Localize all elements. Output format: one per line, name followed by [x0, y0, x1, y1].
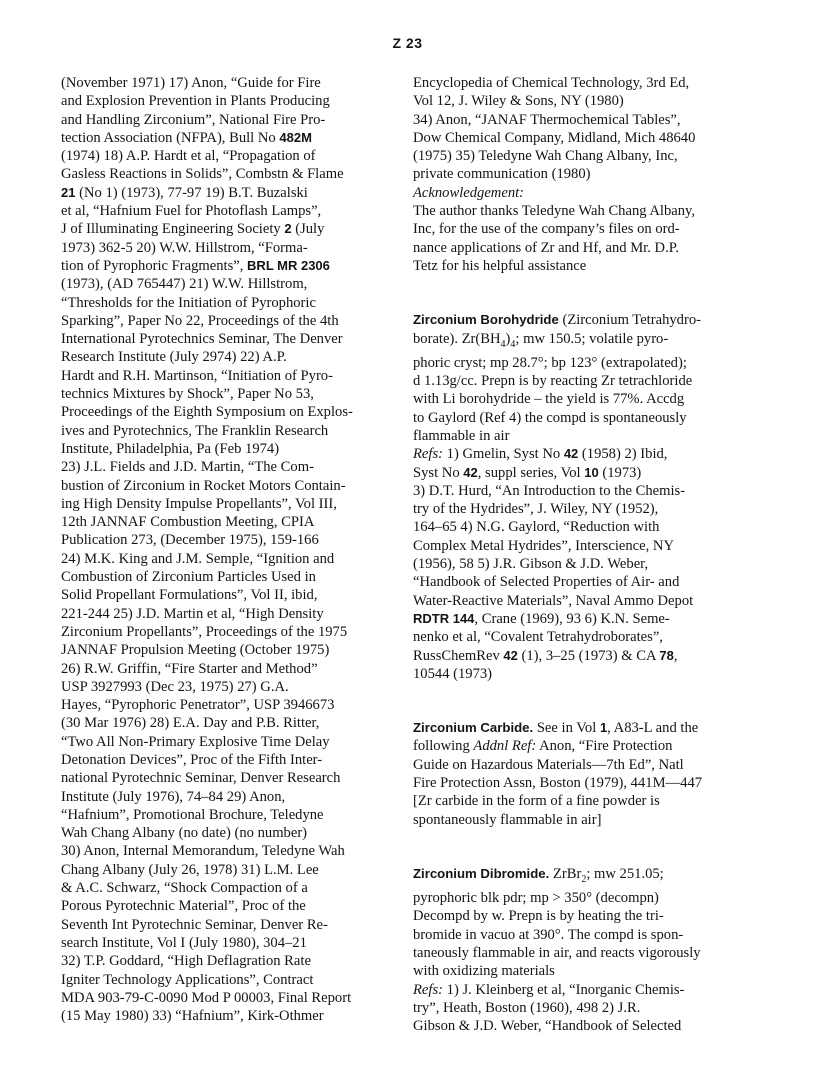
text-line: 10544 (1973): [413, 665, 493, 682]
text-line: (1973), (AD 765447) 21) W.W. Hillstrom,: [61, 276, 308, 293]
text-line: 1973) 362-5 20) W.W. Hillstrom, “Forma-: [61, 239, 308, 256]
text-line: pyrophoric blk pdr; mp > 350° (decompn): [413, 890, 659, 907]
text-line: nenko et al, “Covalent Tetrahydroborates”,: [413, 629, 663, 646]
text-line: 34) Anon, “JANAF Thermochemical Tables”,: [413, 111, 681, 128]
text-line: Institute, Philadelphia, Pa (Feb 1974): [61, 440, 280, 457]
text-line: and Handling Zirconium”, National Fire Pro-: [61, 111, 326, 128]
text-line: Tetz for his helpful assistance: [413, 257, 587, 274]
text-line: nance applications of Zr and Hf, and Mr. D.P.: [413, 239, 679, 256]
text-line: [Zr carbide in the form of a fine powder is: [413, 793, 660, 810]
text-line: search Institute, Vol I (July 1980), 304–21: [61, 934, 307, 951]
text-line: The author thanks Teledyne Wah Chang Albany,: [413, 203, 696, 220]
text-line: bustion of Zirconium in Rocket Motors Contain-: [61, 477, 346, 494]
text-line: Combustion of Zirconium Particles Used in: [61, 569, 316, 586]
text-line: spontaneously flammable in air]: [413, 811, 602, 828]
text-line: ing High Density Impulse Propellants”, Vol III,: [61, 495, 337, 512]
text-line: Detonation Devices”, Proc of the Fifth Inter-: [61, 751, 323, 768]
text-line: Chang Albany (July 26, 1978) 31) L.M. Lee: [61, 861, 319, 878]
entry-heading: Zirconium Carbide.: [413, 720, 534, 736]
text-line: (1956), 58 5) J.R. Gibson & J.D. Weber,: [413, 556, 649, 573]
text-line: flammable in air: [413, 427, 510, 444]
text-line: d 1.13g/cc. Prepn is by reacting Zr tetrachloride: [413, 373, 693, 390]
text-line: borate). $Zr(BH_4)_4$; mw 150.5; volatile pyro-: [413, 330, 669, 350]
text-line: Guide on Hazardous Materials—7th Ed”, Natl: [413, 756, 684, 773]
text-line: Gasless Reactions in Solids”, Combstn & Flame: [61, 166, 344, 183]
text-line: Decompd by w. Prepn is by heating the tri-: [413, 908, 664, 925]
text-line: tection Association (NFPA), Bull No 482M: [61, 129, 312, 146]
text-line: JANNAF Propulsion Meeting (October 1975): [61, 642, 330, 659]
text-line: “Handbook of Selected Properties of Air- and: [413, 574, 680, 591]
text-line: “Thresholds for the Initiation of Pyrophoric: [61, 294, 316, 311]
page-number: Z 23: [392, 35, 423, 51]
text-line: RDTR 144, Crane (1969), 93 6) K.N. Seme-: [413, 610, 670, 627]
entry-heading: Zirconium Dibromide.: [413, 865, 550, 881]
text-line: to Gaylord (Ref 4) the compd is spontaneously: [413, 409, 687, 426]
entry-heading: Zirconium Borohydride: [413, 312, 559, 328]
text-line: Hayes, “Pyrophoric Penetrator”, USP 3946673: [61, 697, 335, 714]
text-line: 221-244 25) J.D. Martin et al, “High Density: [61, 605, 324, 622]
text-line: 164–65 4) N.G. Gaylord, “Reduction with: [413, 519, 660, 536]
text-line: bromide in vacuo at 390°. The compd is spon-: [413, 926, 684, 943]
text-line: try of the Hydrides”, J. Wiley, NY (1952),: [413, 501, 659, 518]
text-line: Solid Propellant Formulations”, Vol II, ibid,: [61, 587, 318, 604]
text-line: (30 Mar 1976) 28) E.A. Day and P.B. Ritter,: [61, 715, 320, 732]
text-line: Zirconium Propellants”, Proceedings of the 1975: [61, 623, 348, 640]
text-line: RussChemRev 42 (1), 3–25 (1973) & CA 78,: [413, 647, 678, 664]
text-line: technics Mixtures by Shock”, Paper No 53,: [61, 386, 314, 403]
text-line: (1975) 35) Teledyne Wah Chang Albany, Inc,: [413, 148, 678, 165]
text-line: Complex Metal Hydrides”, Interscience, NY: [413, 537, 674, 554]
text-line: with oxidizing materials: [413, 963, 555, 980]
entry-zirconium-borohydride: [413, 311, 713, 683]
text-line: 12th JANNAF Combustion Meeting, CPIA: [61, 514, 315, 531]
text-line: Acknowledgement:: [413, 184, 525, 201]
text-line: 24) M.K. King and J.M. Semple, “Ignition and: [61, 550, 335, 567]
text-line: Refs: 1) J. Kleinberg et al, “Inorganic Chemis-: [413, 981, 685, 998]
text-line: with Li borohydride – the yield is 77%. Accdg: [413, 391, 685, 408]
text-line: Institute (July 1976), 74–84 29) Anon,: [61, 788, 286, 805]
text-line: J of Illuminating Engineering Society 2 (July: [61, 221, 325, 238]
text-line: 21 (No 1) (1973), 77-97 19) B.T. Buzalski: [61, 184, 308, 201]
text-line: Encyclopedia of Chemical Technology, 3rd Ed,: [413, 75, 690, 91]
text-line: Dow Chemical Company, Midland, Mich 48640: [413, 129, 696, 146]
text-line: Gibson & J.D. Weber, “Handbook of Selected: [413, 1018, 682, 1035]
left-column: [61, 74, 357, 1025]
text-line: Zirconium Dibromide. ZrBr$_2$; mw 251.05;: [413, 865, 664, 885]
text-line: try”, Heath, Boston (1960), 498 2) J.R.: [413, 999, 641, 1016]
text-line: USP 3927993 (Dec 23, 1975) 27) G.A.: [61, 678, 289, 695]
text-line: 30) Anon, Internal Memorandum, Teledyne Wah: [61, 843, 345, 860]
text-line: Wah Chang Albany (no date) (no number): [61, 825, 308, 842]
text-line: Seventh Int Pyrotechnic Seminar, Denver Re-: [61, 916, 328, 933]
text-line: 3) D.T. Hurd, “An Introduction to the Chemis-: [413, 482, 686, 499]
text-line: Hardt and R.H. Martinson, “Initiation of Pyro-: [61, 367, 333, 384]
text-line: Water-Reactive Materials”, Naval Ammo Depot: [413, 592, 694, 609]
text-line: Sparking”, Paper No 22, Proceedings of the 4th: [61, 312, 339, 329]
text-line: & A.C. Schwarz, “Shock Compaction of a: [61, 880, 308, 897]
text-line: Research Institute (July 2974) 22) A.P.: [61, 349, 287, 366]
entry-zirconium-carbide: [413, 719, 713, 829]
text-line: “Hafnium”, Promotional Brochure, Teledyne: [61, 806, 324, 823]
entry-zirconium-dibromide: [413, 865, 713, 1036]
text-line: et al, “Hafnium Fuel for Photoflash Lamps”,: [61, 203, 322, 220]
text-line: Refs: 1) Gmelin, Syst No 42 (1958) 2) Ibid,: [413, 446, 668, 463]
text-line: Fire Protection Assn, Boston (1979), 441M—447: [413, 775, 703, 791]
text-line: phoric cryst; mp 28.7°; bp 123° (extrapolated);: [413, 354, 687, 371]
text-line: ives and Pyrotechnics, The Franklin Research: [61, 422, 329, 439]
text-line: MDA 903-79-C-0090 Mod P 00003, Final Report: [61, 989, 352, 1006]
text-line: Publication 273, (December 1975), 159-166: [61, 532, 319, 549]
text-line: 32) T.P. Goddard, “High Deflagration Rate: [61, 953, 311, 970]
text-line: Zirconium Carbide. See in Vol 1, A83-L and the: [413, 720, 699, 737]
text-line: Igniter Technology Applications”, Contract: [61, 971, 314, 988]
text-line: taneously flammable in air, and reacts vigorously: [413, 944, 701, 961]
references-continuation: [413, 74, 713, 275]
text-line: 23) J.L. Fields and J.D. Martin, “The Com-: [61, 459, 314, 476]
text-line: following Addnl Ref: Anon, “Fire Protection: [413, 738, 673, 755]
text-line: Vol 12, J. Wiley & Sons, NY (1980): [413, 93, 624, 110]
text-line: Porous Pyrotechnic Material”, Proc of the: [61, 898, 306, 915]
text-line: International Pyrotechnics Seminar, The Denver: [61, 331, 343, 348]
text-line: Zirconium Borohydride (Zirconium Tetrahydro-: [413, 312, 701, 329]
text-line: (November 1971) 17) Anon, “Guide for Fire: [61, 75, 321, 91]
text-line: 26) R.W. Griffin, “Fire Starter and Method”: [61, 660, 318, 677]
text-line: Inc, for the use of the company’s files on ord-: [413, 221, 680, 238]
text-line: private communication (1980): [413, 166, 591, 183]
text-line: “Two All Non-Primary Explosive Time Delay: [61, 733, 330, 750]
text-line: Syst No 42, suppl series, Vol 10 (1973): [413, 464, 642, 481]
text-line: tion of Pyrophoric Fragments”, BRL MR 2306: [61, 257, 330, 274]
text-line: national Pyrotechnic Seminar, Denver Research: [61, 770, 341, 787]
right-column: [413, 74, 713, 1035]
text-line: (15 May 1980) 33) “Hafnium”, Kirk-Othmer: [61, 1008, 324, 1025]
text-line: and Explosion Prevention in Plants Producing: [61, 93, 330, 110]
text-line: (1974) 18) A.P. Hardt et al, “Propagation of: [61, 148, 316, 165]
text-line: Proceedings of the Eighth Symposium on Explos-: [61, 404, 353, 421]
